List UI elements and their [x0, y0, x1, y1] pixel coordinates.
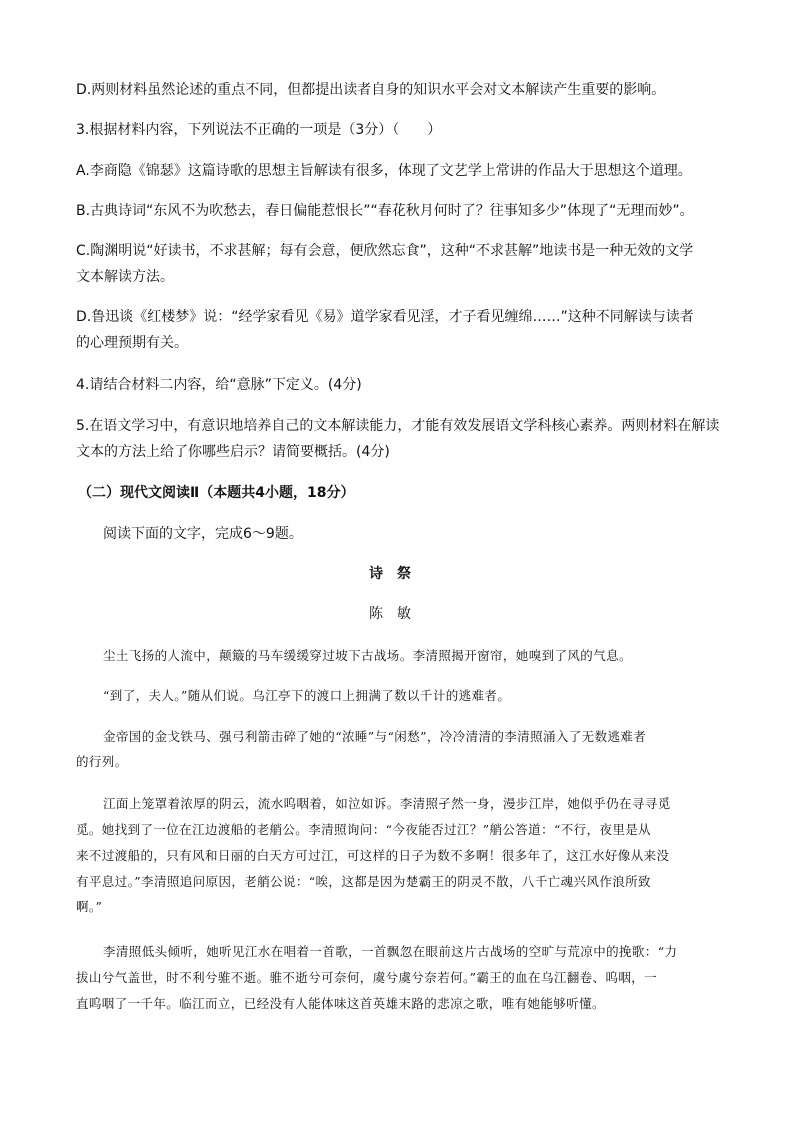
- story-paragraph-4-line2: 觅。她找到了一位在江边渡船的老艄公。李清照询问：“今夜能否过江？”艄公答道：“不行，夜里是从: [76, 822, 652, 837]
- question-4: 4.请结合材料二内容，给“意脉”下定义。(4分): [76, 377, 362, 393]
- option-d-material: D.两则材料虽然论述的重点不同，但都提出读者自身的知识水平会对文本解读产生重要的影响。: [76, 82, 666, 98]
- question-3-option-c-line2: 文本解读方法。: [76, 269, 174, 285]
- section-heading: （二）现代文阅读Ⅱ（本题共4小题，18分）: [78, 485, 355, 501]
- story-author: 陈敏: [369, 606, 425, 622]
- story-paragraph-5-line2: 拔山兮气盖世，时不利兮骓不逝。骓不逝兮可奈何，虞兮虞兮奈若何。”霸王的血在乌江翻卷、呜咽，一: [76, 970, 658, 985]
- question-5-line2: 文本的方法上给了你哪些启示？请简要概括。(4分): [76, 444, 390, 460]
- question-3-option-b: B.古典诗词“东风不为吹愁去，春日偏能惹恨长”“春花秋月何时了？往事知多少”体现了“无理而妙”。: [76, 203, 694, 219]
- story-paragraph-5-line3: 直呜咽了一千年。临江而立，已经没有人能体味这首英雄末路的悲凉之歌，唯有她能够听懂。: [76, 996, 605, 1011]
- story-paragraph-4-line4: 有平息过。”李清照追问原因，老艄公说：“唉，这都是因为楚霸王的阴灵不散，八千亡魂兴风作浪所致: [76, 874, 651, 889]
- story-paragraph-4-line3: 来不过渡船的，只有风和日丽的白天方可过江，可这样的日子为数不多啊！很多年了，这江水好像从来没: [76, 848, 670, 863]
- question-3-option-c-line1: C.陶渊明说“好读书，不求甚解；每有会意，便欣然忘食”，这种“不求甚解”地读书是一种无效的文学: [76, 243, 694, 259]
- section-instruction: 阅读下面的文字，完成6～9题。: [103, 526, 303, 542]
- story-paragraph-3-line2: 的行列。: [76, 754, 128, 769]
- question-3-option-d-line2: 的心理预期有关。: [76, 335, 188, 351]
- question-5-line1: 5.在语文学习中，有意识地培养自己的文本解读能力，才能有效发展语文学科核心素养。两则材料在解读: [76, 418, 720, 434]
- story-paragraph-1: 尘土飞扬的人流中，颠簸的马车缓缓穿过坡下古战场。李清照揭开窗帘，她嗅到了风的气息。: [103, 648, 632, 663]
- question-3-option-d-line1: D.鲁迅谈《红楼梦》说：“经学家看见《易》道学家看见淫，才子看见缠绵……”这种不同解读与读者: [76, 309, 694, 325]
- story-paragraph-5-line1: 李清照低头倾听，她听见江水在唱着一首歌，一首飘忽在眼前这片古战场的空旷与荒凉中的挽歌：“力: [103, 944, 678, 959]
- question-3-stem: 3.根据材料内容，下列说法不正确的一项是（3分）（ ）: [76, 122, 442, 138]
- story-paragraph-4-line5: 啊。”: [76, 899, 103, 914]
- question-3-option-a: A.李商隐《锦瑟》这篇诗歌的思想主旨解读有很多，体现了文艺学上常讲的作品大于思想这个道理。: [76, 163, 692, 179]
- story-paragraph-3-line1: 金帝国的金戈铁马、强弓利箭击碎了她的“浓睡”与“闲愁”，冷冷清清的李清照涌入了无数逃难者: [103, 729, 647, 744]
- story-paragraph-2: “到了，夫人。”随从们说。乌江亭下的渡口上拥满了数以千计的逃难者。: [103, 688, 511, 703]
- story-title: 诗祭: [369, 566, 425, 582]
- story-paragraph-4-line1: 江面上笼罩着浓厚的阴云，流水呜咽着，如泣如诉。李清照孑然一身，漫步江岸，她似乎仍在寻寻觅: [103, 796, 671, 811]
